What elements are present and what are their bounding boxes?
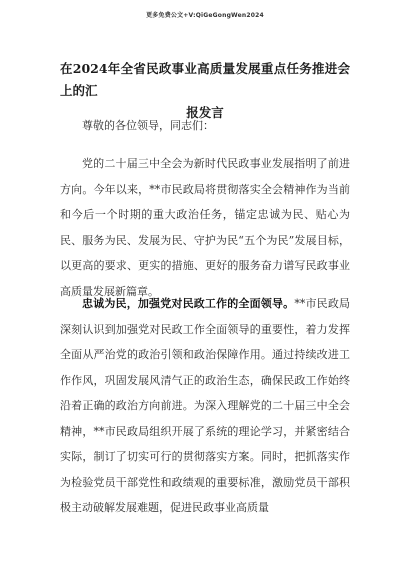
paragraph-2 [60,291,350,521]
paragraph-2-body: **市民政局深刻认识到加强党对民政工作全面领导的重要性，着力发挥全面从严治党的政治引领和政治保障作用。通过持续改进工作作风，巩固发展风清气正的政治生态，确保民政工作始终沿着正确的政治方向前进。为深入理解党的二十届三中全会精神，**市民政局组织开展了系统的理论学习，并紧密结合实际，制订了切实可行的贯彻落实方案。同时，把抓落实作为检验党员干部党性和政绩观的重要标准，激励党员干部积极主动破解发展难题，促进民政事业高质量 [60,297,351,514]
title-line-2: 报发言 [186,105,224,120]
salutation: 尊敬的各位领导，同志们： [82,119,214,132]
paragraph-1: 党的二十届三中全会为新时代民政事业发展指明了前进方向。今年以来，**市民政局将贯彻落实全会精神作为当前和今后一个时期的重大政治任务，锚定忠诚为民、贴心为民、服务为民、发展为民、守护为民“五个为民”发展目标，以更高的要求、更实的措施、更好的服务奋力谱写民政事业高质量发展新篇章。 [60,157,350,298]
paragraph-2-heading: 忠诚为民，加强党对民政工作的全面领导。 [82,297,295,310]
title-line-1: 在2024年全省民政事业高质量发展重点任务推进会上的汇 [60,61,350,98]
header-watermark-note: 更多免费公文+V:QiGeGongWen2024 [146,12,264,19]
